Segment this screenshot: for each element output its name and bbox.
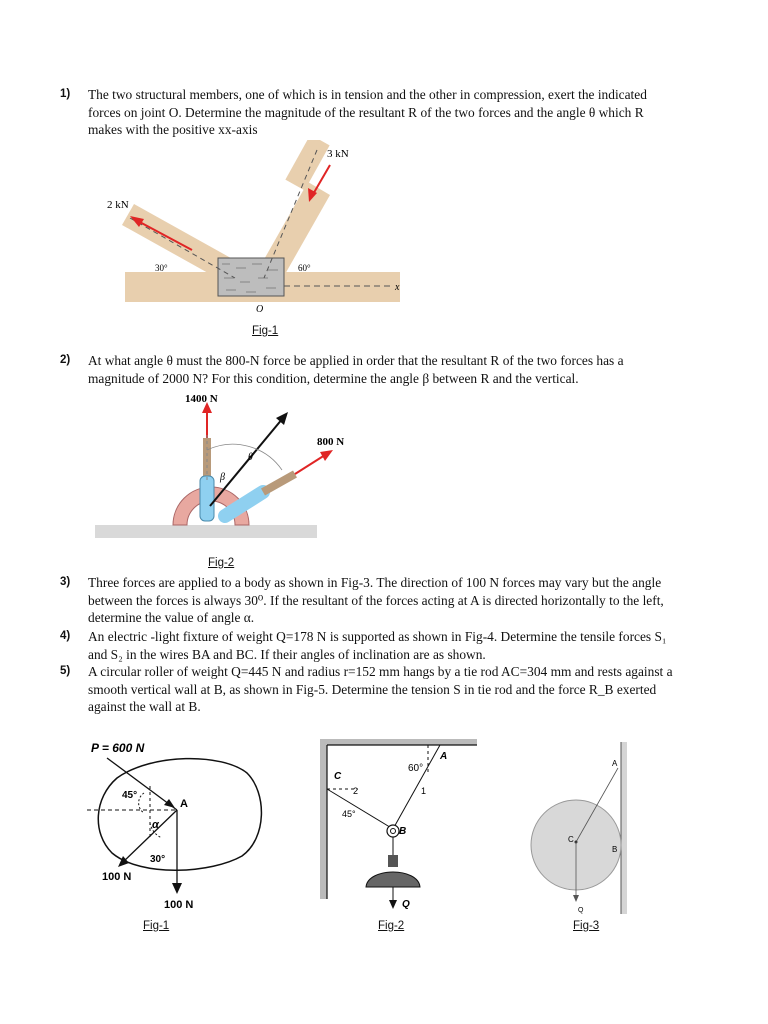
force-3kn-label: 3 kN xyxy=(327,148,349,160)
question-text: A circular roller of weight Q=445 N and radius r=152 mm hangs by a tie rod AC=304 mm and rests against a smooth vertical wall at B, as shown in Fig-5. Determine the tension S in tie rod and the force R_B exerted against the wall at B. xyxy=(88,664,673,714)
figure-body-forces xyxy=(82,738,272,918)
p-600n-label: P = 600 N xyxy=(91,741,145,755)
question-3 xyxy=(60,574,680,627)
force-800n-label: 800 N xyxy=(317,436,345,448)
angle-45-label: 45° xyxy=(122,790,138,801)
beta-label: β xyxy=(220,472,225,483)
point-b-label: B xyxy=(612,845,618,854)
ground xyxy=(95,525,317,538)
figure-light-fixture xyxy=(318,737,480,917)
point-a-label: A xyxy=(612,759,618,768)
figure-caption: Fig-2 xyxy=(208,557,235,569)
lamp-shade xyxy=(366,872,420,887)
angle-60-label: 60° xyxy=(298,263,311,273)
question-2 xyxy=(60,352,680,387)
alpha-label: α xyxy=(152,819,159,831)
x-axis-label: x xyxy=(395,282,400,293)
angle-60-label: 60° xyxy=(408,763,424,774)
question-number: 2) xyxy=(60,354,71,366)
force-100n-left-label: 100 N xyxy=(102,871,132,883)
figure-eye-bolt xyxy=(95,388,365,538)
joint-o-label: O xyxy=(256,304,264,315)
weight-q-label: Q xyxy=(402,899,410,910)
body-outline xyxy=(98,759,261,871)
force-1400n-label: 1400 N xyxy=(185,393,218,405)
point-b-label: B xyxy=(399,826,407,837)
angle-45-label: 45° xyxy=(342,809,356,819)
figure-circular-roller xyxy=(528,740,638,918)
wire-2-label: 2 xyxy=(353,786,359,796)
question-text: The two structural members, one of which is in tension and the other in compression, exert the indicated forces on joint O. Determine the magnitude of the resultant R of the two forces and the angle θ which R makes with the positive xx-axis xyxy=(88,87,647,137)
point-c-label: C xyxy=(568,835,574,844)
figure-caption: Fig-1 xyxy=(252,325,279,337)
question-text: An electric -light fixture of weight Q=178 N is supported as shown in Fig-4. Determine the tensile forces S₁ and S₂ in the wires BA and BC. If their angles of inclination are as shown. xyxy=(88,629,667,662)
question-text: At what angle θ must the 800-N force be applied in order that the resultant R of the two forces has a magnitude of 2000 N? For this condition, determine the angle β between R and the vertical. xyxy=(88,353,624,386)
figure-joint-o xyxy=(90,140,415,315)
angle-30-label: 30° xyxy=(150,854,166,865)
question-5 xyxy=(60,663,680,716)
question-number: 4) xyxy=(60,630,71,642)
weight-q-label: Q xyxy=(578,907,584,914)
question-4 xyxy=(60,628,680,663)
force-2kn-label: 2 kN xyxy=(107,199,129,211)
question-number: 1) xyxy=(60,88,71,100)
theta-label: θ xyxy=(248,452,253,463)
question-number: 3) xyxy=(60,576,71,588)
point-a-label: A xyxy=(440,751,448,762)
point-c-label: C xyxy=(334,771,342,782)
force-100n-down-label: 100 N xyxy=(164,899,194,911)
figure-caption: Fig-3 xyxy=(573,920,600,932)
angle-30-label: 30° xyxy=(155,263,168,273)
point-a-label: A xyxy=(180,798,188,810)
figure-caption: Fig-1 xyxy=(143,920,170,932)
figure-caption: Fig-2 xyxy=(378,920,405,932)
question-1 xyxy=(60,86,680,139)
question-text: Three forces are applied to a body as shown in Fig-3. The direction of 100 N forces may vary but the angle between the forces is always 30⁰. If the resultant of the forces acting at A is directed horizontally to the left, determine the value of angle α. xyxy=(88,575,664,625)
wire-1-label: 1 xyxy=(421,786,427,796)
question-number: 5) xyxy=(60,665,71,677)
